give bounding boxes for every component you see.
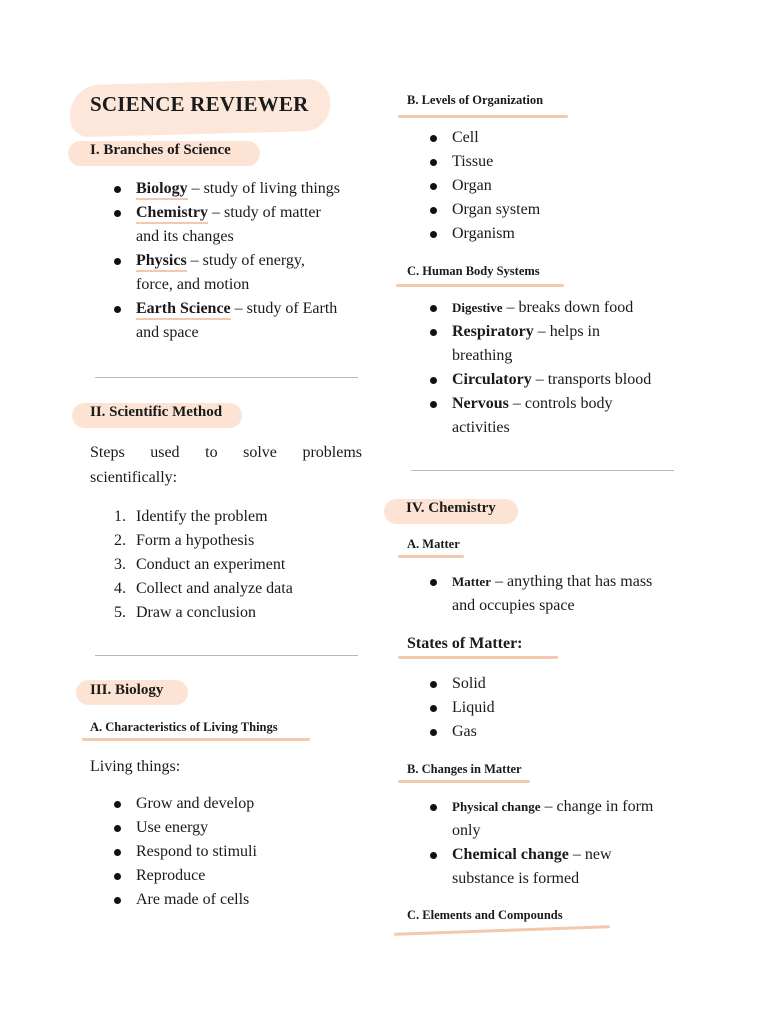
- list-item: Nervous – controls body: [430, 392, 690, 416]
- list-item: Respond to stimuli: [114, 840, 354, 864]
- divider: [95, 377, 358, 378]
- subheading-underline: [82, 738, 310, 741]
- subheading-underline: [398, 555, 464, 558]
- subheading-elements-compounds: C. Elements and Compounds: [407, 908, 563, 922]
- section-heading-biology: III. Biology: [90, 682, 164, 698]
- states-of-matter-heading: States of Matter:: [407, 635, 523, 652]
- list-item: Reproduce: [114, 864, 354, 888]
- list-item-continuation: and space: [136, 324, 199, 341]
- changes-list: [430, 795, 690, 891]
- list-item: Earth Science – study of Earth: [114, 297, 374, 321]
- list-item: Biology – study of living things: [114, 177, 374, 201]
- subheading-underline: [394, 925, 610, 936]
- list-item: 5. Draw a conclusion: [114, 604, 256, 621]
- states-list: [430, 672, 670, 744]
- list-item-continuation: only: [452, 822, 481, 839]
- divider: [411, 470, 674, 471]
- list-item: Organism: [430, 222, 670, 246]
- method-intro-line1: Steps used to solve problems: [90, 444, 362, 461]
- list-item: Chemical change – new: [430, 843, 690, 867]
- list-item-continuation: and its changes: [136, 228, 234, 245]
- list-item: Cell: [430, 126, 670, 150]
- list-item: Use energy: [114, 816, 354, 840]
- list-item: Circulatory – transports blood: [430, 368, 690, 392]
- list-item: 1. Identify the problem: [114, 508, 268, 525]
- characteristics-list: [114, 792, 354, 912]
- list-item: Physics – study of energy,: [114, 249, 374, 273]
- subheading-changes: B. Changes in Matter: [407, 762, 522, 776]
- subheading-levels: B. Levels of Organization: [407, 93, 544, 107]
- list-item-continuation: force, and motion: [136, 276, 250, 293]
- subheading-underline: [398, 115, 568, 118]
- heading-underline: [398, 656, 558, 659]
- subheading-underline: [398, 780, 530, 783]
- list-item: Organ system: [430, 198, 670, 222]
- list-item-continuation: substance is formed: [452, 870, 580, 887]
- list-item: Chemistry – study of matter: [114, 201, 374, 225]
- list-item: Gas: [430, 720, 670, 744]
- page-title: SCIENCE REVIEWER: [90, 92, 309, 116]
- levels-list: [430, 126, 670, 246]
- section-heading-branches: I. Branches of Science: [90, 142, 231, 158]
- list-item: Respiratory – helps in: [430, 320, 690, 344]
- matter-list: [430, 570, 690, 618]
- list-item-continuation: and occupies space: [452, 597, 575, 614]
- list-item: Grow and develop: [114, 792, 354, 816]
- list-item-continuation: breathing: [452, 347, 513, 364]
- section-heading-method: II. Scientific Method: [90, 404, 223, 420]
- method-steps-list: [114, 505, 374, 625]
- branches-list: [114, 177, 374, 345]
- list-item: Matter – anything that has mass: [430, 570, 690, 594]
- list-item: 3. Conduct an experiment: [114, 556, 286, 573]
- list-item-continuation: activities: [452, 419, 510, 436]
- living-things-intro: Living things:: [90, 758, 181, 775]
- subheading-underline: [396, 284, 564, 287]
- divider: [95, 655, 358, 656]
- list-item: Liquid: [430, 696, 670, 720]
- list-item: Physical change – change in form: [430, 795, 690, 819]
- list-item: Solid: [430, 672, 670, 696]
- list-item: 4. Collect and analyze data: [114, 580, 293, 597]
- list-item: Digestive – breaks down food: [430, 296, 690, 320]
- list-item: Are made of cells: [114, 888, 354, 912]
- subheading-body-systems: C. Human Body Systems: [407, 264, 540, 278]
- list-item: Organ: [430, 174, 670, 198]
- list-item: Tissue: [430, 150, 670, 174]
- list-item: 2. Form a hypothesis: [114, 532, 255, 549]
- section-heading-chemistry: IV. Chemistry: [406, 500, 496, 516]
- subheading-matter: A. Matter: [407, 537, 460, 551]
- method-intro-line2: scientifically:: [90, 469, 178, 486]
- body-systems-list: [430, 296, 690, 440]
- subheading-characteristics: A. Characteristics of Living Things: [90, 720, 278, 734]
